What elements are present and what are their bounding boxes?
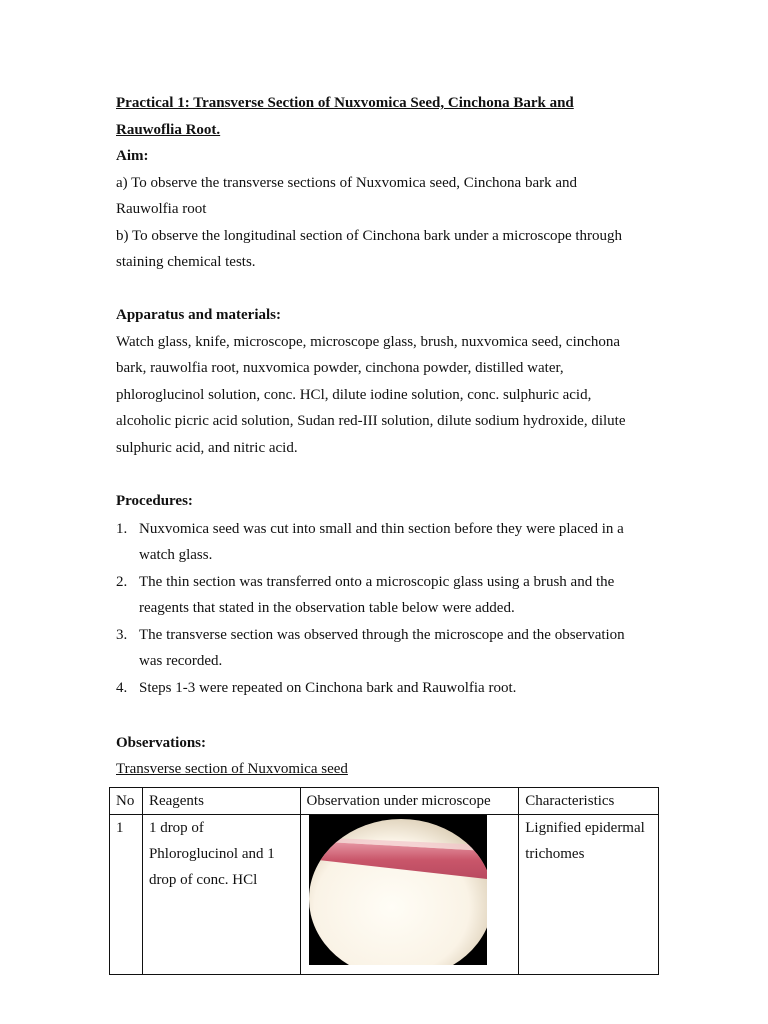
reagent-line: drop of conc. HCl (148, 872, 258, 888)
aim-b-line1: b) To observe the longitudinal section of Cinchona bark under a microscope through (116, 228, 623, 244)
apparatus-line: alcoholic picric acid solution, Sudan red-III solution, dilute sodium hydroxide, dilute (116, 413, 626, 429)
step-text: was recorded. (139, 653, 223, 669)
characteristic-line: Lignified epidermal (525, 820, 645, 836)
procedures-heading: Procedures: (116, 493, 193, 509)
reagent-line: Phloroglucinol and 1 (148, 846, 275, 862)
practical-title-line2: Rauwoflia Root. (116, 122, 221, 138)
apparatus-heading: Apparatus and materials: (116, 307, 282, 323)
reagents-cell (142, 815, 300, 975)
aim-heading: Aim: (116, 148, 149, 164)
observations-heading: Observations: (116, 735, 206, 751)
step-text: Nuxvomica seed was cut into small and thin section before they were placed in a (139, 521, 624, 537)
column-header-observation: Observation under microscope (300, 788, 519, 815)
reagent-line: 1 drop of (148, 820, 204, 836)
characteristic-line: trichomes (525, 846, 585, 862)
row-number: 1 (110, 815, 143, 975)
step-text: watch glass. (139, 547, 213, 563)
observations-subheading: Transverse section of Nuxvomica seed (116, 761, 348, 777)
column-header-reagents: Reagents (142, 788, 300, 815)
microscope-field-svg (309, 815, 487, 965)
apparatus-line: phloroglucinol solution, conc. HCl, dilute iodine solution, conc. sulphuric acid, (116, 387, 592, 403)
step-text: Steps 1-3 were repeated on Cinchona bark and Rauwolfia root. (139, 680, 517, 696)
microscope-image (309, 815, 487, 965)
aim-b-line2: staining chemical tests. (116, 254, 256, 270)
aim-a-line2: Rauwolfia root (116, 201, 207, 217)
apparatus-line: bark, rauwolfia root, nuxvomica powder, cinchona powder, distilled water, (116, 360, 564, 376)
step-text: The thin section was transferred onto a microscopic glass using a brush and the (139, 574, 615, 590)
column-header-characteristics: Characteristics (519, 788, 659, 815)
column-header-no: No (110, 788, 143, 815)
apparatus-line: Watch glass, knife, microscope, microscope glass, brush, nuxvomica seed, cinchona (116, 334, 621, 350)
step-number: 2. (116, 574, 128, 590)
observation-table (109, 787, 659, 975)
step-number: 3. (116, 627, 128, 643)
step-text: reagents that stated in the observation table below were added. (139, 600, 515, 616)
step-number: 4. (116, 680, 128, 696)
table-row (110, 815, 659, 975)
step-text: The transverse section was observed through the microscope and the observation (139, 627, 625, 643)
practical-title-line1: Practical 1: Transverse Section of Nuxvomica Seed, Cinchona Bark and (116, 95, 574, 111)
characteristics-cell (519, 815, 659, 975)
microscope-image-cell (300, 815, 519, 975)
aim-a-line1: a) To observe the transverse sections of Nuxvomica seed, Cinchona bark and (116, 175, 578, 191)
apparatus-line: sulphuric acid, and nitric acid. (116, 440, 298, 456)
table-header-row (110, 788, 659, 815)
step-number: 1. (116, 521, 128, 537)
